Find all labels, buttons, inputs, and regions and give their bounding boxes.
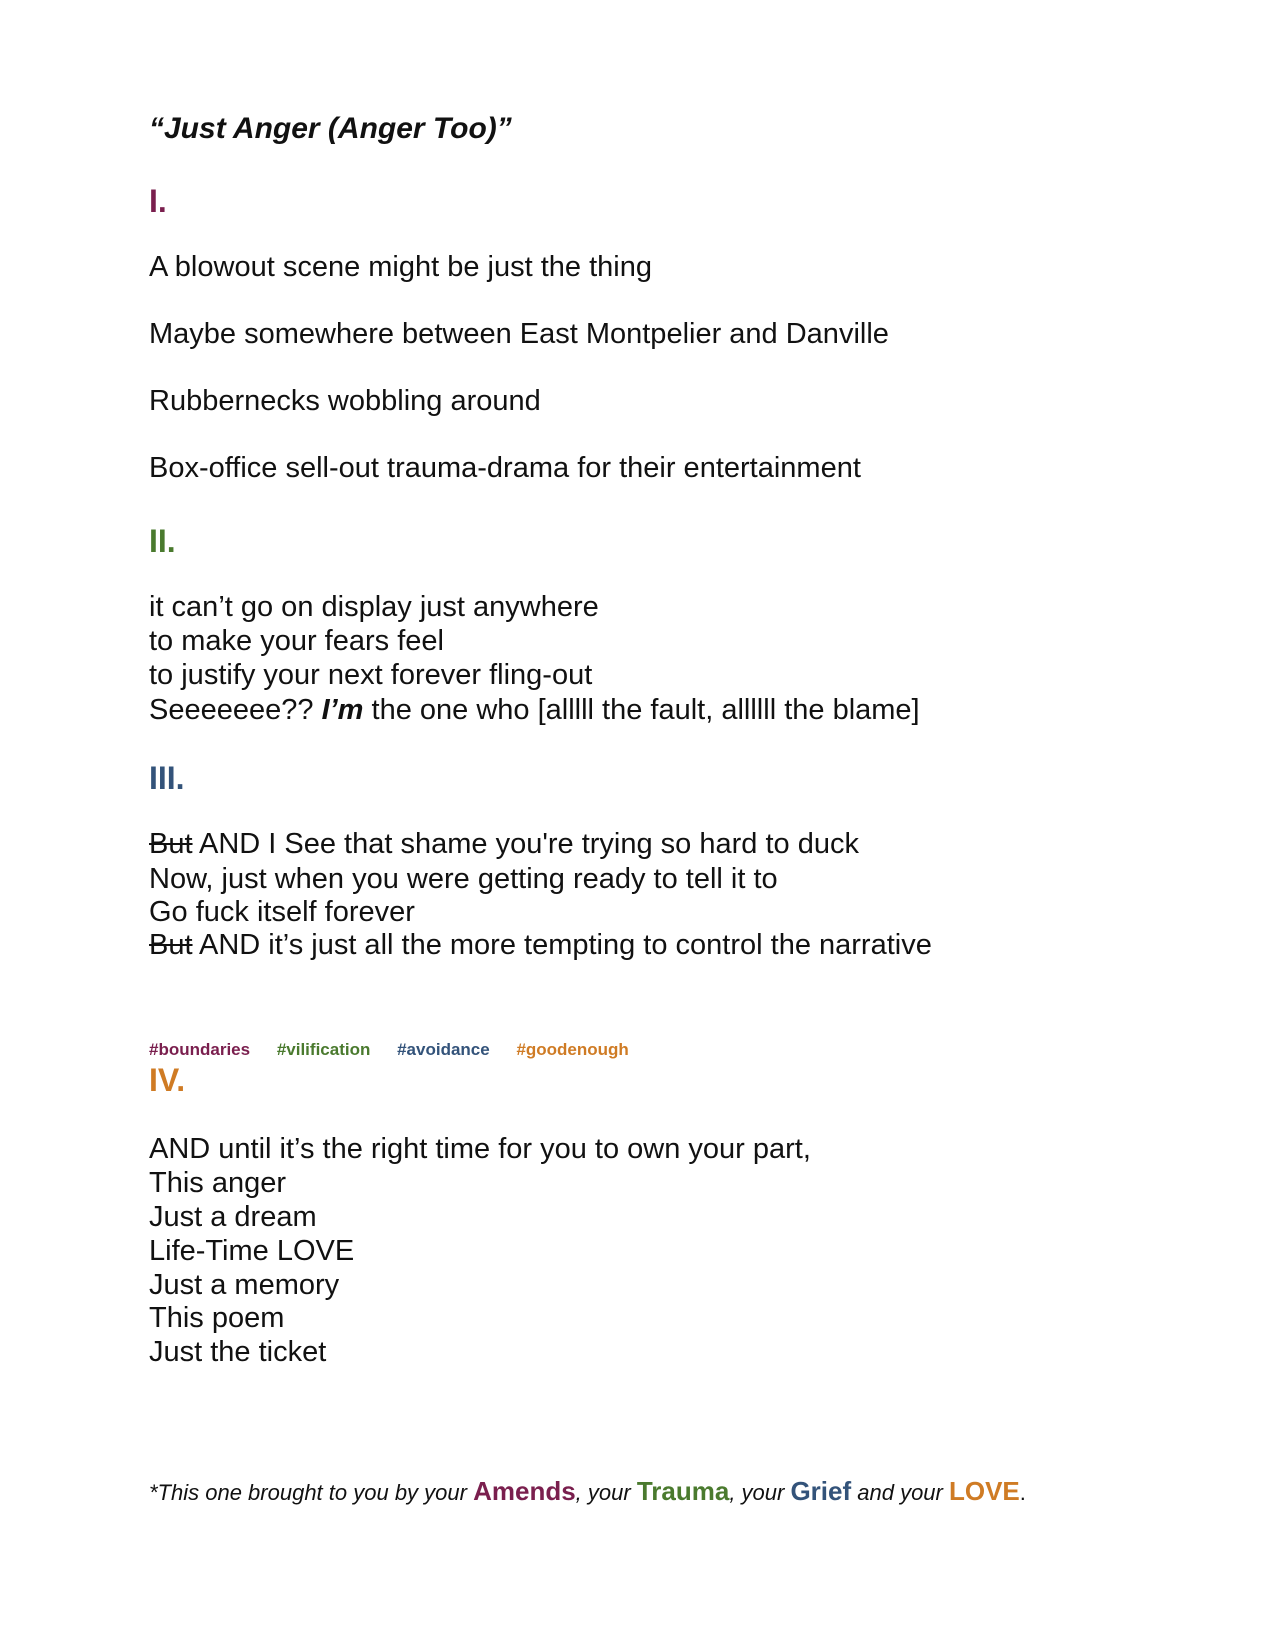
line-prefix: Seeeeeee??: [149, 694, 322, 726]
hashtag-boundaries: #boundaries: [149, 1040, 251, 1059]
poem-line: This poem: [149, 1302, 285, 1334]
poem-line: Just a memory: [149, 1269, 340, 1301]
hashtag-row: [149, 1040, 651, 1060]
footer-credit: [149, 1476, 1026, 1507]
keyword-love: LOVE: [948, 1476, 1020, 1506]
line-rest: AND I See that shame you're trying so hard to duck: [192, 828, 859, 860]
poem-line: [149, 928, 932, 963]
poem-line: A blowout scene might be just the thing: [149, 251, 652, 283]
poem-line: AND until it’s the right time for you to own your part,: [149, 1133, 811, 1165]
footer-separator: and your: [851, 1480, 949, 1505]
section-heading-2: II.: [149, 523, 176, 559]
poem-line: Go fuck itself forever: [149, 896, 415, 928]
line-rest: AND it’s just all the more tempting to control the narrative: [192, 929, 932, 961]
poem-line: [149, 827, 859, 862]
poem-line: it can’t go on display just anywhere: [149, 591, 599, 623]
poem-line: Box-office sell-out trauma-drama for their entertainment: [149, 452, 861, 484]
footer-period: .: [1019, 1480, 1026, 1505]
section-heading-3: III.: [149, 760, 185, 796]
poem-line: Now, just when you were getting ready to tell it to: [149, 863, 778, 895]
poem-line: Just a dream: [149, 1201, 317, 1233]
poem-line: This anger: [149, 1167, 287, 1199]
keyword-amends: Amends: [473, 1476, 576, 1506]
footer-separator: , your: [729, 1480, 791, 1505]
hashtag-avoidance: #avoidance: [397, 1040, 490, 1059]
poem-line: Rubbernecks wobbling around: [149, 385, 541, 417]
struck-word: But: [149, 828, 193, 860]
poem-line: to make your fears feel: [149, 625, 444, 657]
poem-line: to justify your next forever fling-out: [149, 659, 593, 691]
hashtag-vilification: #vilification: [276, 1040, 371, 1059]
poem-line: Maybe somewhere between East Montpelier and Danville: [149, 318, 889, 350]
poem-line: [149, 693, 920, 728]
footer-intro: *This one brought to you by your: [149, 1480, 474, 1505]
poem-line: Life-Time LOVE: [149, 1235, 355, 1267]
footer-separator: , your: [575, 1480, 637, 1505]
keyword-trauma: Trauma: [636, 1476, 730, 1506]
section-heading-1: I.: [149, 183, 167, 219]
emphasis-word: I’m: [321, 694, 364, 726]
hashtag-goodenough: #goodenough: [516, 1040, 629, 1059]
poem-title: “Just Anger (Anger Too)”: [149, 112, 512, 145]
poem-line: Just the ticket: [149, 1336, 327, 1368]
line-suffix: the one who [alllll the fault, allllll the blame]: [363, 694, 920, 726]
keyword-grief: Grief: [790, 1476, 852, 1506]
section-heading-4: IV.: [149, 1062, 186, 1098]
struck-word: But: [149, 929, 193, 961]
